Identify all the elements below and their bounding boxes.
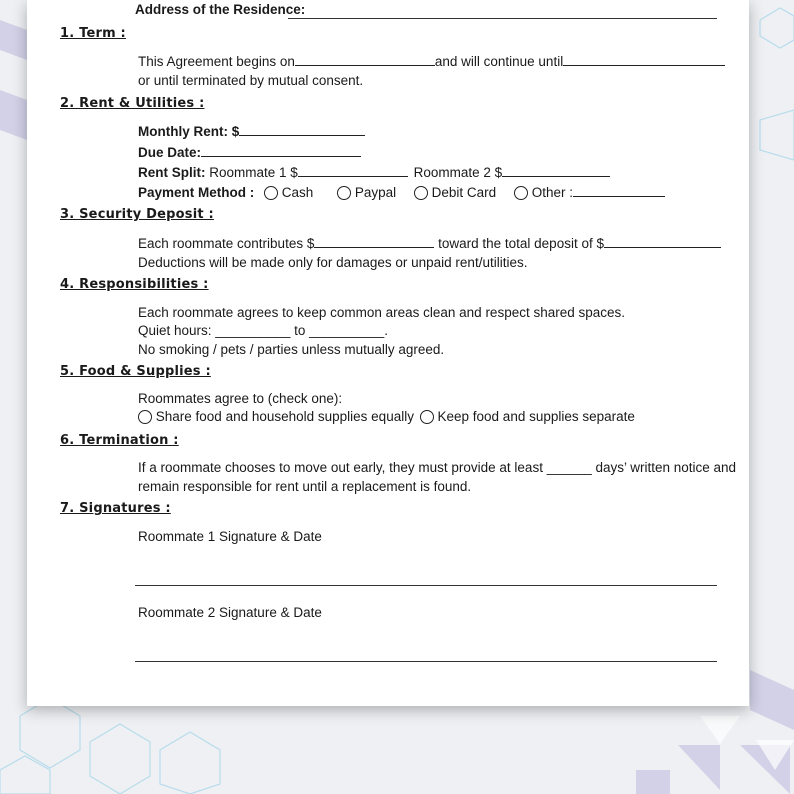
food-heading: 5. Food & Supplies : <box>60 364 211 379</box>
roommate2-label: Roommate 2 $ <box>413 165 503 180</box>
roommate1-signature-label: Roommate 1 Signature & Date <box>138 529 322 544</box>
term-end-field[interactable] <box>563 53 725 66</box>
deposit-total-field[interactable] <box>604 235 721 248</box>
deposit-deductions-text: Deductions will be made only for damages or unpaid rent/utilities. <box>138 255 528 270</box>
payment-paypal-label: Paypal <box>354 185 397 200</box>
payment-other-radio[interactable] <box>514 186 528 200</box>
termination-line-1: If a roommate chooses to move out early, they must provide at least ______ days’ written notice and <box>138 460 737 475</box>
rent-split-line <box>138 164 610 181</box>
roommate1-amount-field[interactable] <box>298 164 408 177</box>
food-separate-radio[interactable] <box>420 410 434 424</box>
deposit-line-1 <box>138 235 721 252</box>
food-separate-label: Keep food and supplies separate <box>437 409 635 424</box>
roommate1-signature-line[interactable] <box>135 585 717 586</box>
monthly-rent-label: Monthly Rent: $ <box>138 124 240 139</box>
rent-heading: 2. Rent & Utilities : <box>60 96 205 111</box>
roommate2-signature-line[interactable] <box>135 661 717 662</box>
quiet-hours-line: Quiet hours: __________ to __________. <box>138 323 388 338</box>
termination-line-2: remain responsible for rent until a replacement is found. <box>138 479 472 494</box>
food-options-line <box>138 409 635 425</box>
due-date-line <box>138 144 361 161</box>
term-begins-text: This Agreement begins on <box>138 54 295 69</box>
monthly-rent-line <box>138 123 365 140</box>
due-date-label: Due Date: <box>138 145 202 160</box>
deposit-each-field[interactable] <box>314 235 434 248</box>
term-start-field[interactable] <box>295 53 435 66</box>
term-line-1 <box>138 53 725 70</box>
deposit-heading: 3. Security Deposit : <box>60 207 214 222</box>
payment-cash-radio[interactable] <box>264 186 278 200</box>
food-share-radio[interactable] <box>138 410 152 424</box>
term-continue-text: and will continue until <box>434 54 564 69</box>
due-date-field[interactable] <box>201 144 361 157</box>
payment-debit-radio[interactable] <box>414 186 428 200</box>
address-field[interactable] <box>288 18 717 19</box>
term-heading: 1. Term : <box>60 26 126 41</box>
roommate2-amount-field[interactable] <box>502 164 610 177</box>
payment-cash-label: Cash <box>281 185 314 200</box>
payment-method-label: Payment Method : <box>138 185 255 200</box>
payment-method-line <box>138 184 665 201</box>
payment-other-label: Other : <box>531 185 573 200</box>
deposit-toward-text: toward the total deposit of $ <box>438 236 604 251</box>
responsibilities-line-1: Each roommate agrees to keep common areas clean and respect shared spaces. <box>138 305 626 320</box>
agreement-document <box>27 0 749 706</box>
food-share-label: Share food and household supplies equally <box>155 409 414 424</box>
payment-paypal-radio[interactable] <box>337 186 351 200</box>
rent-split-label: Rent Split: <box>138 165 206 180</box>
roommate2-signature-label: Roommate 2 Signature & Date <box>138 605 322 620</box>
monthly-rent-field[interactable] <box>239 123 365 136</box>
roommate1-label: Roommate 1 $ <box>209 165 298 180</box>
termination-heading: 6. Termination : <box>60 433 179 448</box>
term-mutual-text: or until terminated by mutual consent. <box>138 73 364 88</box>
no-smoking-line: No smoking / pets / parties unless mutually agreed. <box>138 342 445 357</box>
food-intro-text: Roommates agree to (check one): <box>138 391 343 406</box>
payment-debit-label: Debit Card <box>431 185 497 200</box>
responsibilities-heading: 4. Responsibilities : <box>60 277 209 292</box>
deposit-contributes-text: Each roommate contributes $ <box>138 236 315 251</box>
signatures-heading: 7. Signatures : <box>60 501 171 516</box>
address-label: Address of the Residence: <box>135 2 306 17</box>
payment-other-field[interactable] <box>573 184 665 197</box>
